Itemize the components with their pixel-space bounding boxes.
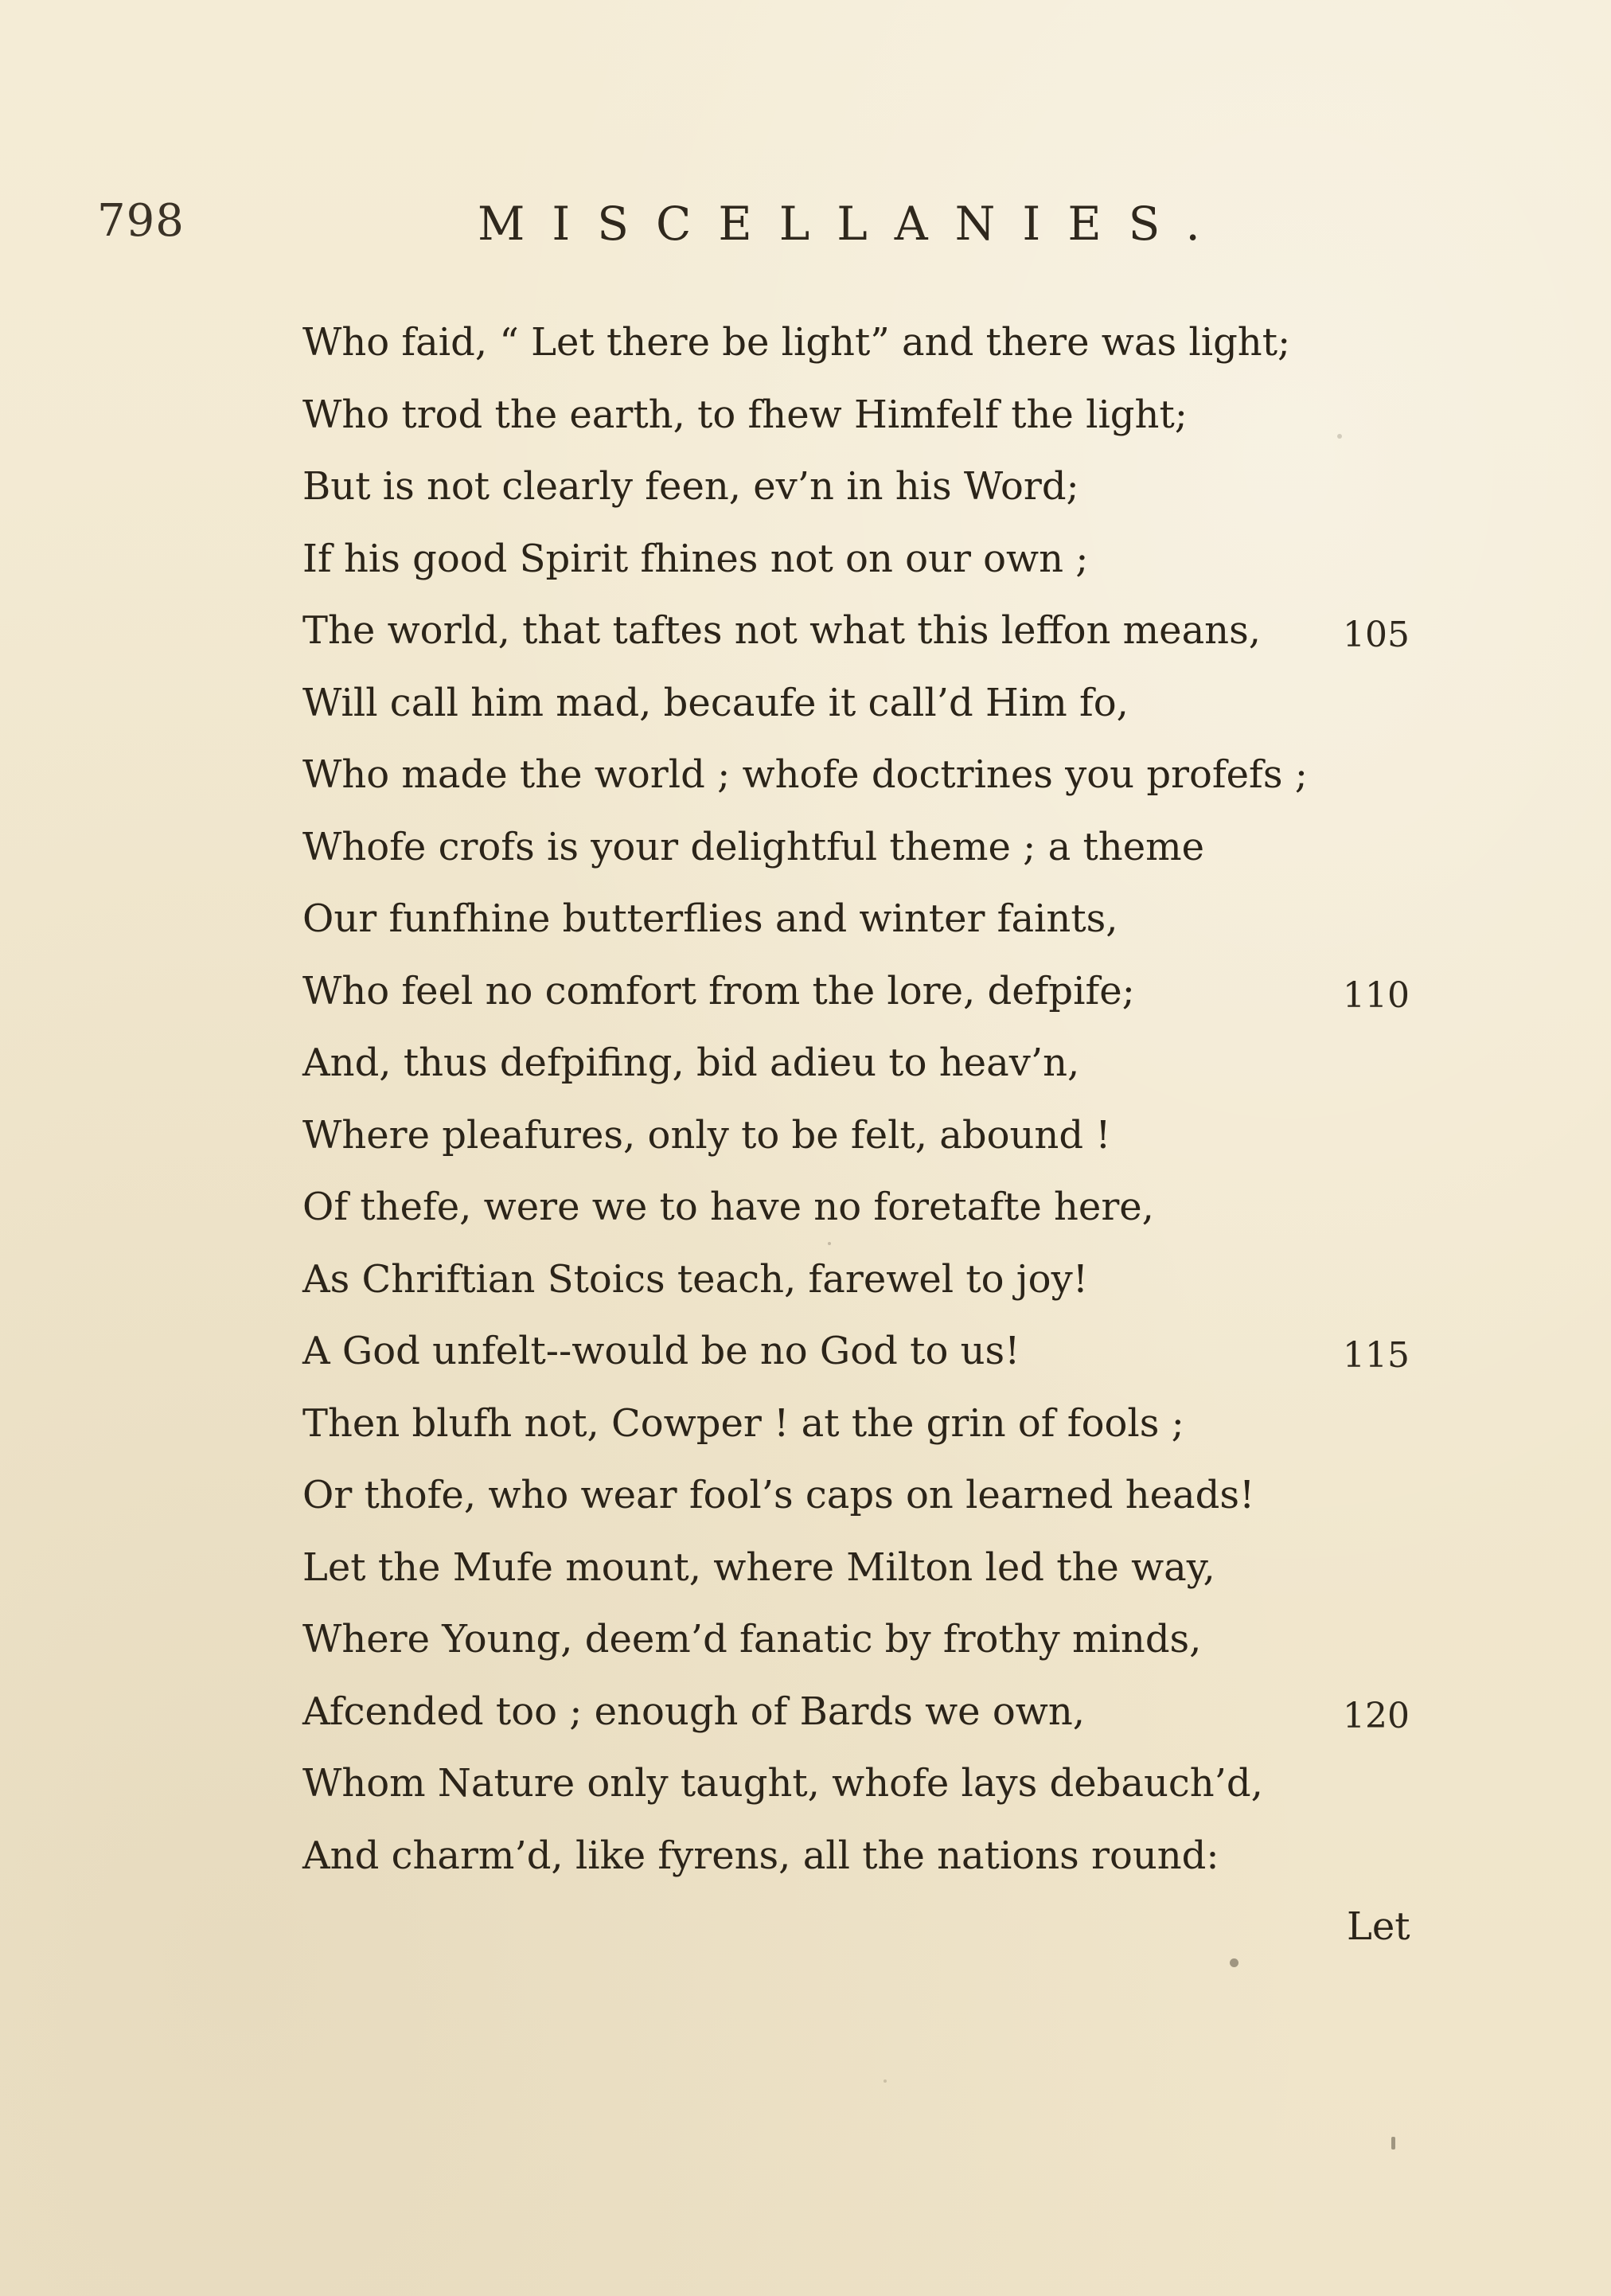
poem-line-text: Who feel no comfort from the lore, defpife; (302, 968, 1135, 1013)
poem-line (302, 1820, 1433, 1892)
poem-line-text: Whom Nature only taught, whofe lays debauch’d, (302, 1761, 1263, 1806)
poem-line-text: Of thefe, were we to have no foretafte here, (302, 1185, 1154, 1229)
poem-line (302, 451, 1433, 523)
poem-line (302, 379, 1433, 451)
poem-line (302, 1315, 1433, 1388)
poem-line (302, 1027, 1433, 1099)
page-number: 798 (97, 195, 185, 247)
poem-line-text: If his good Spirit fhines not on our own ; (302, 536, 1089, 581)
poem-line (302, 667, 1433, 740)
poem-line-text: Who made the world ; whofe doctrines you profefs ; (302, 752, 1308, 797)
poem-line-text: A God unfelt--would be no God to us! (302, 1329, 1020, 1373)
poem-line-text: Who trod the earth, to fhew Himfelf the light; (302, 392, 1188, 437)
poem-line (302, 1388, 1433, 1460)
line-number: 110 (1343, 974, 1410, 1016)
poem-line-text: Our funfhine butterflies and winter faints, (302, 896, 1118, 941)
poem-line-text: Will call him mad, becaufe it call’d Him fo, (302, 680, 1129, 725)
poem-line-text: Or thofe, who wear fool’s caps on learned heads! (302, 1473, 1255, 1517)
poem-line-text: Where Young, deem’d fanatic by frothy minds, (302, 1617, 1202, 1661)
paper-speck (1337, 434, 1342, 439)
line-number: 105 (1343, 615, 1410, 655)
poem-line (302, 1099, 1433, 1172)
poem-line-text: Who faid, “ Let there be light” and there was light; (302, 320, 1291, 365)
poem-line-text: The world, that taftes not what this leffon means, (302, 608, 1261, 653)
paper-speck (1391, 2137, 1395, 2150)
poem-line (302, 1603, 1433, 1676)
poem-line-text: As Chriftian Stoics teach, farewel to joy! (302, 1256, 1088, 1302)
running-head: MISCELLANIES. (478, 197, 1227, 251)
catchword: Let (1347, 1904, 1410, 1949)
poem-block (302, 307, 1433, 1892)
poem-line (302, 1171, 1433, 1244)
paper-speck (884, 2079, 887, 2083)
poem-line-text: But is not clearly feen, ev’n in his Word; (302, 464, 1079, 509)
poem-line (302, 1676, 1433, 1748)
poem-line (302, 883, 1433, 955)
poem-line-text: Let the Mufe mount, where Milton led the way, (302, 1544, 1215, 1590)
poem-line-text: Then blufh not, Cowper ! at the grin of fools ; (302, 1400, 1184, 1446)
poem-line (302, 1459, 1433, 1532)
poem-line-text: Afcended too ; enough of Bards we own, (302, 1689, 1085, 1734)
poem-line-text: And charm’d, like fyrens, all the nations round: (302, 1833, 1219, 1878)
poem-line (302, 811, 1433, 884)
paper-speck (828, 1242, 831, 1245)
paper-speck (1230, 1958, 1238, 1967)
poem-line-text: And, thus defpifing, bid adieu to heav’n, (302, 1041, 1080, 1085)
poem-line (302, 955, 1433, 1028)
poem-line-text: Where pleafures, only to be felt, abound ! (302, 1112, 1111, 1158)
poem-line (302, 1244, 1433, 1316)
poem-line (302, 523, 1433, 595)
poem-line (302, 1532, 1433, 1604)
poem-line (302, 739, 1433, 811)
poem-line (302, 1747, 1433, 1820)
line-number: 120 (1343, 1695, 1410, 1736)
poem-line-text: Whofe crofs is your delightful theme ; a theme (302, 824, 1205, 869)
poem-line (302, 595, 1433, 667)
line-number: 115 (1343, 1335, 1410, 1376)
poem-line (302, 307, 1433, 379)
